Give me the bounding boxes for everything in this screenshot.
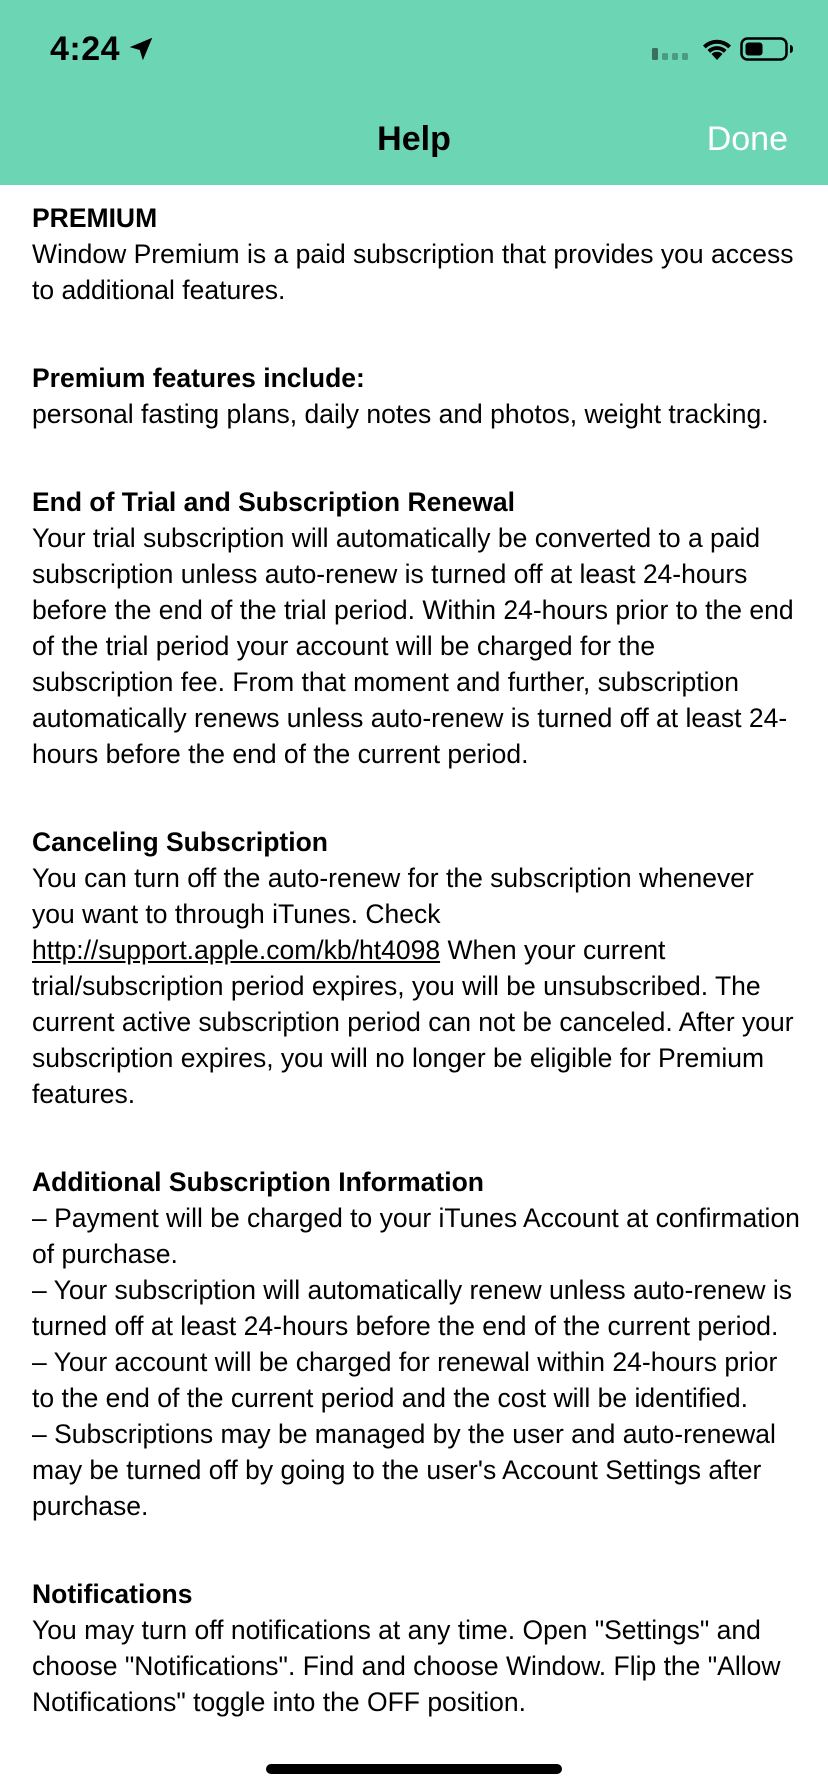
section-body — [32, 860, 802, 1112]
section-body: Window Premium is a paid subscription that provides you access to additional features. — [32, 239, 794, 305]
apple-support-link[interactable]: http://support.apple.com/kb/ht4098 — [32, 935, 441, 965]
home-indicator — [266, 1764, 562, 1774]
wifi-icon — [700, 36, 734, 62]
body-text: You can turn off the auto-renew for the subscription whenever you want to through iTunes. Check — [32, 863, 754, 929]
navigation-header — [0, 0, 828, 185]
done-button[interactable]: Done — [706, 120, 788, 158]
list-item: – Your account will be charged for renewal within 24-hours prior to the end of the current period and the cost will be identified. — [32, 1347, 778, 1413]
features-section — [32, 360, 802, 432]
list-item: – Subscriptions may be managed by the user and auto-renewal may be turned off by going to the user's Account Settings after purchase. — [32, 1419, 776, 1521]
canceling-section — [32, 824, 802, 1112]
notifications-section — [32, 1576, 802, 1720]
body-text: When your current trial/subscription period expires, you will be unsubscribed. The current active subscription period can not be canceled. After your subscription expires, you will no longer be eligible for Premium features. — [32, 935, 794, 1109]
section-body: Your trial subscription will automatically be converted to a paid subscription unless auto-renew is turned off at least 24-hours before the end of the trial period. Within 24-hours prior to the end of the trial period your account will be charged for the subscription fee. From that moment and further, subscription automatically renews unless auto-renew is turned off at least 24-hours before the end of the current period. — [32, 523, 794, 769]
cellular-signal-icon — [652, 46, 690, 60]
section-title: PREMIUM — [32, 203, 158, 233]
page-title: Help — [377, 120, 451, 158]
section-title: Additional Subscription Information — [32, 1167, 484, 1197]
section-title: Canceling Subscription — [32, 827, 328, 857]
section-title: Premium features include: — [32, 363, 365, 393]
section-body: You may turn off notifications at any time. Open "Settings" and choose "Notifications". Find and choose Window. Flip the "Allow Notifications" toggle into the OFF position. — [32, 1615, 781, 1717]
section-body: personal fasting plans, daily notes and photos, weight tracking. — [32, 399, 769, 429]
section-title: End of Trial and Subscription Renewal — [32, 487, 515, 517]
battery-icon — [740, 36, 794, 62]
status-time: 4:24 — [50, 30, 121, 68]
premium-section — [32, 200, 802, 308]
section-title: Notifications — [32, 1579, 193, 1609]
list-item: – Your subscription will automatically renew unless auto-renew is turned off at least 24-hours before the end of the current period. — [32, 1275, 793, 1341]
location-arrow-icon — [126, 34, 156, 64]
list-item: – Payment will be charged to your iTunes Account at confirmation of purchase. — [32, 1203, 800, 1269]
renewal-section — [32, 484, 802, 772]
help-content — [32, 200, 802, 1772]
additional-info-section — [32, 1164, 802, 1524]
